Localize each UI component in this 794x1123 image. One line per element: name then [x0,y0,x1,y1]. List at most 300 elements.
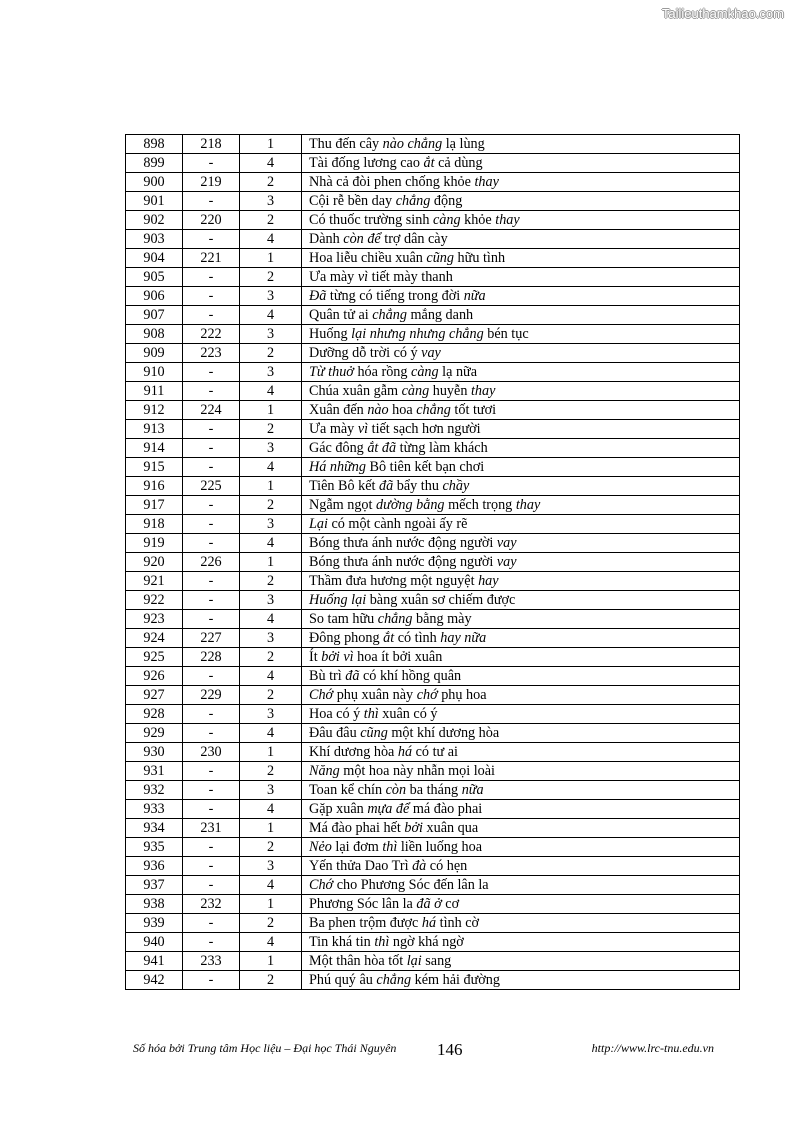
line-position-cell: 4 [240,230,302,249]
stanza-number-cell: - [183,800,240,819]
stanza-number-cell: - [183,971,240,990]
verse-text-cell [302,192,740,211]
highlighted-word: càng [401,383,430,399]
verse-text-cell [302,705,740,724]
stanza-number-cell: 225 [183,477,240,496]
stanza-number-cell: - [183,287,240,306]
verse-number-cell: 899 [126,154,183,173]
verse-text: bén tục [483,326,529,342]
table-row [126,420,740,439]
stanza-number-cell: 233 [183,952,240,971]
table-row [126,895,740,914]
verse-text: tốt tươi [450,402,497,418]
verse-text: Đâu đâu [309,725,361,741]
stanza-number-cell: - [183,496,240,515]
highlighted-word: càng [411,364,439,380]
table-row [126,192,740,211]
stanza-number-cell: 231 [183,819,240,838]
stanza-number-cell: 230 [183,743,240,762]
verse-text: Bù trì [309,668,346,684]
line-position-cell: 1 [240,477,302,496]
line-position-cell: 3 [240,325,302,344]
verse-text: phụ xuân này [333,687,417,703]
verse-text-cell [302,420,740,439]
highlighted-word: thay [495,212,520,228]
highlighted-word: đã [379,478,394,494]
verse-text: kém hải đường [411,972,500,988]
highlighted-word: ắt [383,630,395,646]
verse-text: Ưa mày [309,421,358,437]
table-row [126,211,740,230]
verse-number-cell: 921 [126,572,183,591]
line-position-cell: 4 [240,610,302,629]
line-position-cell: 3 [240,515,302,534]
footer-url: http://www.lrc-tnu.edu.vn [591,1041,714,1055]
verse-text: huyễn [429,383,471,399]
line-position-cell: 3 [240,591,302,610]
highlighted-word: Từ thuở [309,364,354,380]
verse-text: Bóng thưa ánh nước động người [309,554,497,570]
table-row [126,591,740,610]
stanza-number-cell: - [183,363,240,382]
verse-text-cell [302,135,740,154]
verse-text-cell [302,743,740,762]
stanza-number-cell: - [183,933,240,952]
verse-text: có hẹn [426,858,468,874]
verse-text: Huống [309,326,352,342]
verse-number-cell: 929 [126,724,183,743]
stanza-number-cell: - [183,667,240,686]
highlighted-word: Năng [309,763,340,779]
stanza-number-cell: - [183,154,240,173]
highlighted-word: thay [515,497,541,513]
verse-text-cell [302,762,740,781]
stanza-number-cell: 221 [183,249,240,268]
verse-text-cell [302,686,740,705]
verse-text: tình cờ [436,915,480,931]
highlighted-word: bởi [404,820,423,836]
highlighted-word: Đã [309,288,327,304]
line-position-cell: 3 [240,287,302,306]
stanza-number-cell: - [183,420,240,439]
verse-number-cell: 914 [126,439,183,458]
line-position-cell: 2 [240,686,302,705]
highlighted-word: cũng [360,725,388,741]
verse-text: Yến thửa Dao Trì [309,858,413,874]
table-row [126,325,740,344]
verse-text-cell [302,534,740,553]
table-row [126,344,740,363]
verse-number-cell: 913 [126,420,183,439]
verse-text-cell [302,211,740,230]
verse-number-cell: 926 [126,667,183,686]
table-row [126,439,740,458]
table-row [126,743,740,762]
verse-number-cell: 902 [126,211,183,230]
line-position-cell: 2 [240,211,302,230]
highlighted-word: chẳng [377,611,413,627]
verse-text-cell [302,819,740,838]
stanza-number-cell: - [183,781,240,800]
stanza-number-cell: - [183,439,240,458]
line-position-cell: 2 [240,914,302,933]
table-row [126,306,740,325]
verse-number-cell: 937 [126,876,183,895]
verse-text-cell [302,781,740,800]
stanza-number-cell: - [183,515,240,534]
table-row [126,648,740,667]
highlighted-word: thì [374,934,390,950]
stanza-number-cell: - [183,306,240,325]
verse-number-cell: 920 [126,553,183,572]
verse-number-cell: 901 [126,192,183,211]
line-position-cell: 1 [240,952,302,971]
table-row [126,876,740,895]
line-position-cell: 3 [240,781,302,800]
line-position-cell: 2 [240,648,302,667]
verse-text-cell [302,895,740,914]
highlighted-word: lại nhưng nhưng chẳng [351,326,484,342]
line-position-cell: 1 [240,553,302,572]
verse-text: có tình [394,630,441,646]
highlighted-word: chầy [442,478,470,494]
highlighted-word: vì [357,269,369,285]
verse-text: xuân có ý [378,706,438,722]
verse-number-cell: 900 [126,173,183,192]
table-row [126,477,740,496]
line-position-cell: 2 [240,496,302,515]
verse-number-cell: 935 [126,838,183,857]
verse-text: Tài đống lương cao [309,155,424,171]
highlighted-word: bởi vì [321,649,354,665]
table-row [126,154,740,173]
table-row [126,230,740,249]
verse-number-cell: 922 [126,591,183,610]
verse-text-cell [302,610,740,629]
verse-text: từng làm khách [396,440,488,456]
table-row [126,572,740,591]
stanza-number-cell: - [183,838,240,857]
table-row [126,914,740,933]
line-position-cell: 1 [240,249,302,268]
highlighted-word: chẳng [372,307,407,323]
verse-number-cell: 939 [126,914,183,933]
verse-text: Tiên Bô kết [309,478,380,494]
stanza-number-cell: 219 [183,173,240,192]
highlighted-word: càng [432,212,461,228]
verse-number-cell: 942 [126,971,183,990]
verse-number-cell: 923 [126,610,183,629]
verse-number-cell: 933 [126,800,183,819]
watermark: Tailieuthamkhao.com [661,6,784,21]
highlighted-word: hay nữa [440,630,487,646]
verse-number-cell: 905 [126,268,183,287]
verse-number-cell: 903 [126,230,183,249]
highlighted-word: nào chẳng [382,136,443,152]
stanza-number-cell: 220 [183,211,240,230]
verse-number-cell: 918 [126,515,183,534]
line-position-cell: 1 [240,895,302,914]
highlighted-word: dường bằng [376,497,445,513]
table-row [126,971,740,990]
line-position-cell: 2 [240,420,302,439]
highlighted-word: Huống lại [309,592,367,608]
stanza-number-cell: - [183,192,240,211]
line-position-cell: 3 [240,705,302,724]
verse-text: cho Phương Sóc đến lân la [333,877,489,893]
line-position-cell: 1 [240,401,302,420]
highlighted-word: chẳng [416,402,451,418]
table-row [126,686,740,705]
line-position-cell: 3 [240,857,302,876]
verse-text-cell [302,971,740,990]
highlighted-word: nữa [463,288,486,304]
verse-text-cell [302,515,740,534]
verse-text: Bô tiên kết bạn chơi [366,459,485,475]
line-position-cell: 3 [240,192,302,211]
verse-text: lạ lùng [442,136,485,152]
verse-text: Ngẫm ngọt [309,497,376,513]
verse-number-cell: 936 [126,857,183,876]
verse-text: Phương Sóc lân la [309,896,417,912]
highlighted-word: vay [496,554,517,570]
verse-text: từng có tiếng trong đời [326,288,464,304]
line-position-cell: 2 [240,971,302,990]
line-position-cell: 4 [240,724,302,743]
highlighted-word: đà [412,858,427,874]
verse-text: mếch trọng [444,497,516,513]
verse-text-cell [302,876,740,895]
verse-text: Thầm đưa hương một nguyệt [309,573,479,589]
table-row [126,287,740,306]
highlighted-word: đã [345,668,360,684]
footer-credit: Số hóa bởi Trung tâm Học liệu – Đại học Thái Nguyên [133,1041,397,1055]
verse-text: có tư ai [412,744,458,760]
highlighted-word: lại [406,953,422,969]
verse-text: tiết mày thanh [368,269,453,285]
highlighted-word: vay [421,345,441,361]
verse-number-cell: 898 [126,135,183,154]
verse-text: bẩy thu [393,478,443,494]
verse-text: Tin khá tin [309,934,375,950]
stanza-number-cell: - [183,572,240,591]
highlighted-word: ắt [423,155,435,171]
stanza-number-cell: - [183,458,240,477]
stanza-number-cell: - [183,914,240,933]
table-row [126,382,740,401]
line-position-cell: 4 [240,667,302,686]
highlighted-word: hay [478,573,499,589]
highlighted-word: há [397,744,413,760]
stanza-number-cell: - [183,857,240,876]
verse-text: So tam hữu [309,611,378,627]
verse-text: lạ nữa [438,364,478,380]
verse-text-cell [302,952,740,971]
verse-text: Hoa có ý [309,706,364,722]
stanza-number-cell: - [183,382,240,401]
verse-text-cell [302,838,740,857]
highlighted-word: thì [382,839,398,855]
verse-text-cell [302,458,740,477]
verse-text-cell [302,382,740,401]
table-row [126,819,740,838]
highlighted-word: chẳng [395,193,431,209]
verse-text-cell [302,325,740,344]
verse-number-cell: 916 [126,477,183,496]
verse-number-cell: 911 [126,382,183,401]
stanza-number-cell: - [183,230,240,249]
table-row [126,705,740,724]
verse-text-cell [302,648,740,667]
verse-table-body [126,135,740,990]
verse-text: xuân qua [422,820,479,836]
verse-text-cell [302,800,740,819]
verse-text-cell [302,306,740,325]
verse-text-cell [302,667,740,686]
verse-text-cell [302,857,740,876]
highlighted-word: há [421,915,437,931]
highlighted-word: còn [385,782,407,798]
verse-text: Nhà cả đòi phen chống khỏe [309,174,475,190]
table-row [126,800,740,819]
verse-text: Ít [309,649,322,665]
verse-number-cell: 941 [126,952,183,971]
table-row [126,933,740,952]
stanza-number-cell: 229 [183,686,240,705]
table-row [126,781,740,800]
highlighted-word: Chớ [309,687,334,703]
table-row [126,496,740,515]
line-position-cell: 3 [240,439,302,458]
verse-text-cell [302,629,740,648]
stanza-number-cell: 226 [183,553,240,572]
verse-number-cell: 907 [126,306,183,325]
verse-text: động [430,193,463,209]
verse-text-cell [302,933,740,952]
verse-number-cell: 932 [126,781,183,800]
table-row [126,724,740,743]
stanza-number-cell: 223 [183,344,240,363]
verse-number-cell: 924 [126,629,183,648]
highlighted-word: đã ở [416,896,442,912]
highlighted-word: mựa để [367,801,410,817]
table-row [126,515,740,534]
verse-text: khỏe [460,212,496,228]
verse-text: Bóng thưa ánh nước động người [309,535,497,551]
table-row [126,762,740,781]
verse-text-cell [302,230,740,249]
stanza-number-cell: - [183,724,240,743]
verse-number-cell: 925 [126,648,183,667]
stanza-number-cell: 224 [183,401,240,420]
verse-text: bằng mày [412,611,472,627]
verse-text: hữu tình [454,250,506,266]
table-row [126,857,740,876]
verse-text: có một cành ngoài ấy rẽ [327,516,468,532]
verse-text: cơ [441,896,460,912]
verse-text: Có thuốc trường sinh [309,212,433,228]
verse-text: có khí hồng quân [359,668,462,684]
highlighted-word: Há những [309,459,366,475]
verse-text-cell [302,591,740,610]
stanza-number-cell: - [183,762,240,781]
verse-number-cell: 906 [126,287,183,306]
line-position-cell: 1 [240,743,302,762]
stanza-number-cell: 227 [183,629,240,648]
highlighted-word: vì [357,421,369,437]
verse-text: một khí dương hòa [387,725,500,741]
verse-text: Phú quý âu [309,972,377,988]
table-row [126,667,740,686]
verse-text: Má đào phai hết [309,820,405,836]
line-position-cell: 1 [240,819,302,838]
verse-number-cell: 917 [126,496,183,515]
stanza-number-cell: - [183,705,240,724]
verse-text: Quân tử ai [309,307,373,323]
highlighted-word: chẳng [376,972,412,988]
table-row [126,135,740,154]
verse-number-cell: 909 [126,344,183,363]
line-position-cell: 4 [240,458,302,477]
verse-number-cell: 915 [126,458,183,477]
line-position-cell: 4 [240,800,302,819]
verse-text: cả dùng [434,155,483,171]
verse-text: ngờ khá ngờ [389,934,464,950]
verse-text: Chúa xuân gẫm [309,383,402,399]
verse-text: ba tháng [406,782,462,798]
stanza-number-cell: - [183,534,240,553]
stanza-number-cell: - [183,876,240,895]
highlighted-word: còn để [343,231,381,247]
verse-number-cell: 931 [126,762,183,781]
verse-text: Gặp xuân [309,801,368,817]
verse-text: tiết sạch hơn người [368,421,481,437]
verse-number-cell: 904 [126,249,183,268]
table-row [126,610,740,629]
verse-text: sang [421,953,452,969]
verse-number-cell: 910 [126,363,183,382]
highlighted-word: chớ [416,687,438,703]
highlighted-word: thay [474,174,499,190]
verse-text: Dành [309,231,344,247]
highlighted-word: Nẻo [309,839,332,855]
table-row [126,363,740,382]
highlighted-word: nữa [461,782,484,798]
stanza-number-cell: - [183,268,240,287]
verse-number-cell: 938 [126,895,183,914]
verse-text: Thu đến cây [309,136,383,152]
verse-number-cell: 940 [126,933,183,952]
verse-text: hoa ít bởi xuân [353,649,443,665]
highlighted-word: thì [363,706,379,722]
verse-text-cell [302,363,740,382]
line-position-cell: 4 [240,534,302,553]
line-position-cell: 4 [240,154,302,173]
table-row [126,534,740,553]
verse-text: liền luống hoa [397,839,483,855]
verse-text: Dưỡng dỗ trời có ý [309,345,422,361]
stanza-number-cell: 222 [183,325,240,344]
line-position-cell: 4 [240,876,302,895]
line-position-cell: 3 [240,363,302,382]
verse-text-cell [302,914,740,933]
verse-number-cell: 934 [126,819,183,838]
verse-text-cell [302,439,740,458]
line-position-cell: 2 [240,762,302,781]
table-row [126,249,740,268]
verse-text: Gác đông [309,440,368,456]
verse-number-cell: 930 [126,743,183,762]
